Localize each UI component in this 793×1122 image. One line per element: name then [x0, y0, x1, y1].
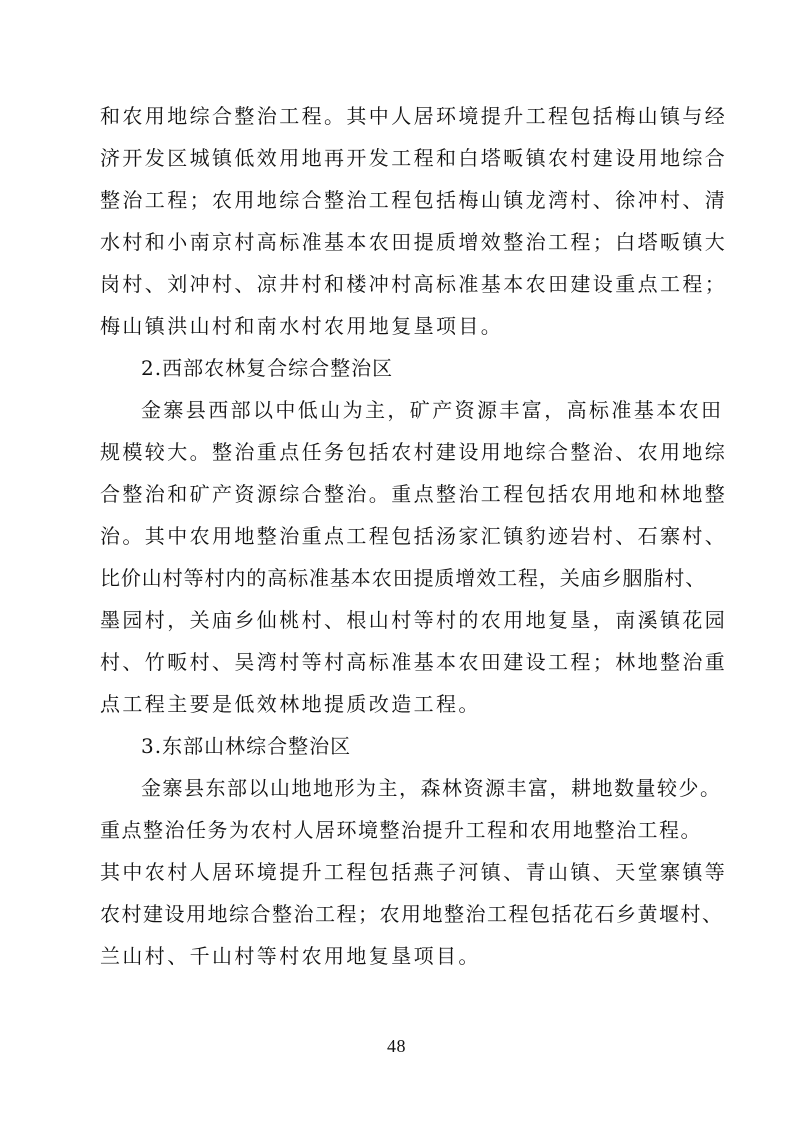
- text-line: 济开发区城镇低效用地再开发工程和白塔畈镇农村建设用地综合: [100, 146, 728, 170]
- text-line: 墨园村，关庙乡仙桃村、根山村等村的农用地复垦，南溪镇花园: [100, 608, 728, 632]
- text-line: 比价山村等村内的高标准基本农田提质增效工程，关庙乡胭脂村、: [100, 566, 707, 590]
- text-line: 规模较大。整治重点任务包括农村建设用地综合整治、农用地综: [100, 440, 728, 464]
- section-heading: 2.西部农林复合综合整治区: [141, 356, 394, 380]
- text-line: 其中农村人居环境提升工程包括燕子河镇、青山镇、天堂寨镇等: [100, 860, 728, 884]
- text-line: 点工程主要是低效林地提质改造工程。: [100, 692, 481, 716]
- text-line: 村、竹畈村、吴湾村等村高标准基本农田建设工程；林地整治重: [100, 650, 728, 674]
- section-heading: 3.东部山林综合整治区: [141, 734, 352, 758]
- text-line: 梅山镇洪山村和南水村农用地复垦项目。: [100, 314, 504, 338]
- text-line: 岗村、刘冲村、凉井村和楼冲村高标准基本农田建设重点工程；: [100, 272, 728, 296]
- text-line: 水村和小南京村高标准基本农田提质增效整治工程；白塔畈镇大: [100, 230, 728, 254]
- text-line: 金寨县东部以山地地形为主，森林资源丰富，耕地数量较少。: [141, 776, 722, 800]
- text-line: 兰山村、千山村等村农用地复垦项目。: [100, 944, 481, 968]
- text-line: 农村建设用地综合整治工程；农用地整治工程包括花石乡黄堰村、: [100, 902, 724, 926]
- text-line: 重点整治任务为农村人居环境整治提升工程和农用地整治工程。: [100, 818, 702, 842]
- text-line: 治。其中农用地整治重点工程包括汤家汇镇豹迹岩村、石寨村、: [100, 524, 728, 548]
- text-line: 合整治和矿产资源综合整治。重点整治工程包括农用地和林地整: [100, 482, 728, 506]
- text-line: 和农用地综合整治工程。其中人居环境提升工程包括梅山镇与经: [100, 104, 728, 128]
- page-number: 48: [387, 1036, 406, 1056]
- text-line: 金寨县西部以中低山为主，矿产资源丰富，高标准基本农田: [141, 398, 724, 422]
- text-line: 整治工程；农用地综合整治工程包括梅山镇龙湾村、徐冲村、清: [100, 188, 728, 212]
